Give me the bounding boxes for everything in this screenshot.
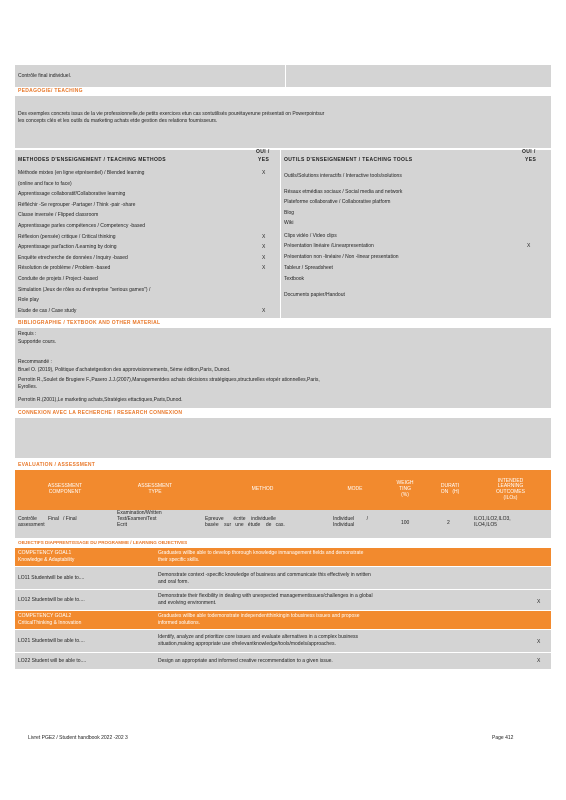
lo-mark: X (537, 599, 541, 605)
tool-item: Résaux etmédias sociaux / Social media and network (284, 189, 403, 195)
method-mark: X (262, 265, 266, 272)
goal-1-desc: their specific skills. (158, 557, 200, 563)
lo-id: LO21 Studentwill be able to.... (18, 638, 85, 644)
method-item: Classe inversée / Flipped classroom (18, 212, 99, 219)
lo-id: LO12 Studentwill be able to.... (18, 597, 85, 603)
lo-id: LO22 Student will be able to.... (18, 658, 87, 664)
eval-header-mode: MODE (347, 486, 363, 493)
bibliography-requis: Requis : (18, 331, 37, 337)
goal-2-subtitle: CriticalThinking & Innovation (18, 620, 82, 626)
method-item: Réfléchir -Se regrouper -Partager / Think -pair -share (18, 201, 136, 208)
lo-desc: Identify, analyze and prioritize core issues and evaluate alternatives in a complex business (158, 634, 359, 640)
tools-yes: YES (525, 157, 537, 163)
tool-item: Plateforme collaborative / Collaborative platform (284, 199, 391, 205)
pedagogy-line: les concepts clés et les outils du marketing achats etde gestion des relations fournisseurs. (18, 118, 218, 124)
methods-divider (280, 150, 281, 318)
methods-header: METHODES D'ENSEIGNEMENT / TEACHING METHODS (18, 157, 166, 163)
bibliography-ref: Eyrolles. (18, 384, 38, 390)
tool-item: Documents papier/Handout (284, 292, 345, 298)
evaluation-title: EVALUATION / ASSESSMENT (18, 462, 96, 468)
connexion-panel (15, 418, 551, 458)
eval-cell-type: Examination/Written Test/Examen/Test Ecrit (117, 510, 162, 528)
eval-header-component: ASSESSMENT COMPONENT (47, 483, 83, 495)
goal-2-desc: Graduates willbe able todemonstrate independentthinkingin tobusiness issues and propose (158, 613, 360, 619)
goal-1-title: COMPETENCY GOAL1 (18, 550, 72, 556)
eval-header-method: METHOD (251, 486, 274, 493)
method-item: Apprentissage collaboratif/Collaborative learning (18, 191, 126, 198)
method-item: Conduite de projets / Project -based (18, 276, 98, 282)
lo-desc: and oral form. (158, 579, 189, 585)
method-item: (online and face to face) (18, 180, 72, 187)
lo-id: LO11 Studentwill be able to.... (18, 575, 85, 581)
bibliography-support: Supportde cours. (18, 339, 57, 345)
eval-cell-mode: Individuel / Individual (333, 516, 369, 528)
bibliography-recommande: Recommandé : (18, 359, 52, 365)
connexion-title: CONNEXION AVEC LA RECHERCHE / RESEARCH CONNEXION (18, 410, 183, 416)
lo-mark: X (537, 639, 541, 645)
eval-cell-method: Epreuve écrite individuelle basée sur une étude de cas. (205, 516, 285, 528)
methods-oui: OUI / (256, 149, 270, 155)
method-item: Réflexion (pensée) critique / Critical thinking (18, 233, 116, 240)
pedagogy-title: PEDAGOGIE/ TEACHING (18, 88, 83, 94)
method-item: Résolution de problème / Problem -based (18, 265, 111, 272)
tools-header: OUTILS D'ENSEIGNEMENT / TEACHING TOOLS (284, 157, 413, 163)
lo-desc: and evolving environment. (158, 600, 217, 606)
footer-left: Livret PGE2 / Student handbook 2022 -202 3 (28, 735, 128, 741)
top-row-divider (285, 65, 286, 87)
method-mark: X (262, 170, 266, 176)
tool-item: Outils/Solutions interactifs / Interactive tools/solutions (284, 173, 402, 179)
goal-2-title: COMPETENCY GOAL2 (18, 613, 72, 619)
eval-header-type: ASSESSMENT TYPE (137, 483, 173, 495)
method-item: Méthode mixtes (en ligne etprésentiel) / Blended learning (18, 170, 145, 176)
lo-row (15, 590, 551, 610)
method-mark: X (262, 254, 266, 261)
tool-item: Tableur / Spreadsheet (284, 265, 333, 271)
top-row (15, 65, 551, 87)
objectives-title: OBJECTIFS DIAPPRENTISSAGE DU PROGRAMME / LEARNING OBJECTIVES (18, 540, 188, 545)
tool-item: Textbook (284, 276, 305, 282)
goal-2-row (15, 611, 551, 629)
footer-page: Page 412 (492, 735, 514, 741)
lo-row (15, 630, 551, 652)
method-item: Apprentissage parles compétences / Competency -based (18, 223, 146, 229)
tool-item: Wiki (284, 220, 294, 226)
goal-2-desc: informed solutions. (158, 620, 200, 626)
bibliography-panel (15, 328, 551, 408)
method-mark: X (262, 233, 266, 240)
eval-header-outcomes: INTENDED LEARNING OUTCOMES (ILOs) (496, 477, 525, 501)
eval-cell-outcomes: ILO1,ILO2,ILO3, ILO4,ILO5 (474, 516, 511, 528)
eval-cell-duration: 2 (447, 520, 450, 526)
method-item: Simulation (Jeux de rôles ou d'entreprise "serious games") / (18, 286, 151, 293)
pedagogy-line: Des exemples concrets issus de la vie professionnelle,de petits exercices etun cas sontutilisés pourétayerune présentati on Powerpointsur (18, 111, 325, 117)
bibliography-ref: Perrotin R.(2001),Le marketing achats,Stratégies ettactiques,Paris,Dunod. (18, 397, 183, 403)
bibliography-ref: Bruel O. (2019), Politique d'achatetgestion des approvisionnements, 5ème édition,Paris, Dunod. (18, 367, 231, 373)
tool-mark: X (527, 243, 531, 249)
method-mark: X (262, 244, 266, 251)
tool-item: Blog (284, 210, 295, 216)
eval-header-weighting: WEIGH TING (%) (396, 480, 414, 498)
method-item: Enquête etrecherche de données / Inquiry -based (18, 254, 128, 261)
eval-header-duration: DURATI ON (H) (440, 483, 460, 495)
goal-1-row (15, 548, 551, 566)
goal-1-subtitle: Knowledge & Adaptability (18, 557, 75, 563)
lo-row (15, 653, 551, 669)
top-row-text: Contrôle final individuel. (18, 73, 72, 79)
goal-1-desc: Graduates willbe able to develop thorough knowledge inmanagement fields and demonstrate (158, 550, 364, 556)
lo-row (15, 567, 551, 589)
method-item: Apprentissage parl'action /Learning by doing (18, 244, 117, 251)
lo-desc: situation,making appropriate use ofrelevantknowledge/tools/models/approaches. (158, 641, 336, 647)
lo-mark: X (537, 658, 541, 664)
eval-cell-weighting: 100 (401, 520, 410, 526)
pedagogy-panel (15, 96, 551, 148)
bibliography-title: BIBLIOGRAPHIE / TEXTBOOK AND OTHER MATERIAL (18, 320, 161, 326)
bibliography-ref: Perrotin R.,Soulet de Brugiere F.,Pasero J.J.(2007),Managementdes achats décisions stratégiques,structurelles etopér ationnelles,Paris, (18, 377, 320, 383)
method-mark: X (262, 307, 266, 314)
lo-desc: Demonstrate their flexibility in dealing with unexpected managementissues/challenges in a global (158, 593, 373, 599)
tools-oui: OUI / (522, 149, 536, 155)
tool-item: Présentation non -linéaire / Non -linear presentation (284, 254, 399, 260)
methods-yes: YES (258, 157, 270, 163)
method-item: Etude de cas / Case study (18, 307, 77, 314)
tool-item: Clips vidéo / Video clips (284, 233, 337, 239)
tool-item: Présentation linéaire /Linearpresentation (284, 243, 374, 249)
method-item: Role play (18, 297, 39, 304)
eval-cell-component: Contrôle Final / Final assessment (18, 516, 77, 528)
lo-desc: Design an appropriate and informed creative recommendation to a given issue. (158, 658, 333, 664)
lo-desc: Demonstrate context -specific knowledge of business and communicate this effectively in written (158, 572, 371, 578)
